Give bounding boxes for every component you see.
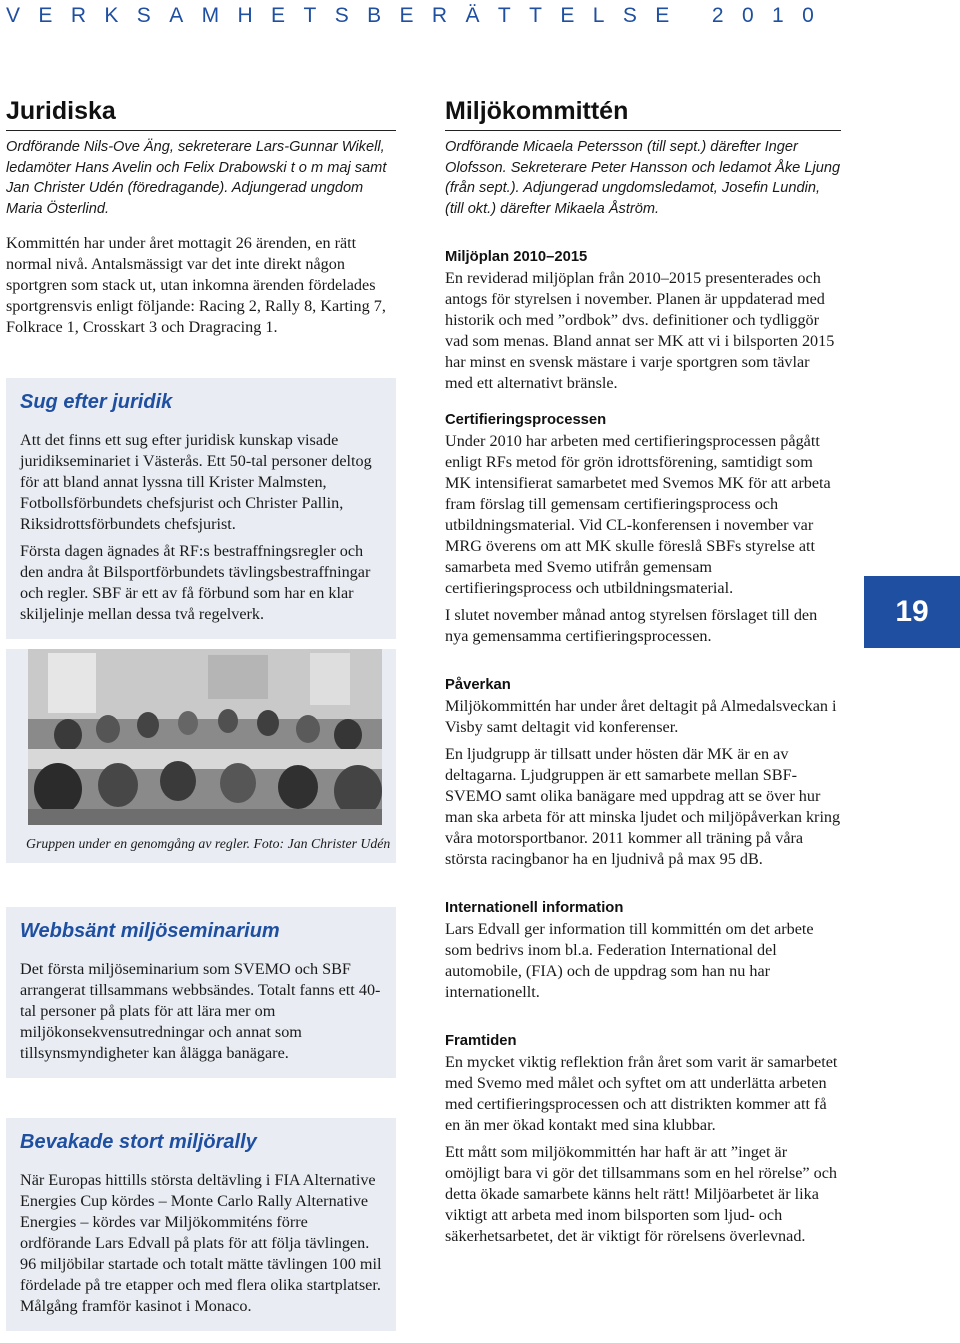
bevakade-box bbox=[6, 1118, 396, 1331]
running-header: VERKSAMHETSBERÄTTELSE 2010 bbox=[6, 4, 833, 27]
miljo-title: Miljökommittén bbox=[445, 97, 629, 125]
webb-box-body: Det första miljöseminarium som SVEMO och SBF arrangerat tillsammans webbsändes. Totalt fanns ett 40-tal personer på plats för att lära mer om miljökonsekvensutredningar och annat som tillsynsmyndigheter kan ålägga banägare. bbox=[20, 960, 381, 1062]
bevakade-box-title: Bevakade stort miljörally bbox=[20, 1131, 257, 1153]
sug-box-paragraph-2: Första dagen ägnades åt RF:s bestraffningsregler och den andra åt Bilsportförbundets tävlingsbestraffningar och regler. SBF är ett av få förbund som har en klar skiljelinje mellan dessa två regelverk. bbox=[20, 542, 371, 623]
photo-caption: Gruppen under en genomgång av regler. Foto: Jan Christer Udén bbox=[26, 836, 391, 851]
miljo-section bbox=[445, 898, 841, 1003]
section-paragraph: En mycket viktig reflektion från året som varit är samarbetet med Svemo med målet och syftet om att underlätta arbeten med certifieringsprocessen och att distrikten kommer att få en än mer ökad kontakt med sina klubbar. bbox=[445, 1053, 838, 1134]
webbsant-box bbox=[6, 907, 396, 1078]
sug-efter-juridik-box bbox=[6, 378, 396, 639]
sug-box-title: Sug efter juridik bbox=[20, 391, 173, 413]
seminar-photo bbox=[28, 649, 382, 825]
section-paragraph: Lars Edvall ger information till kommittén om det arbete som bedrivs inom bl.a. Federation International del automobile, (FIA) och de uppdrag som han nu har internationellt. bbox=[445, 920, 814, 1001]
juridiska-members: Ordförande Nils-Ove Äng, sekreterare Lars-Gunnar Wikell, ledamöter Hans Avelin och Felix Drabowski t o m maj samt Jan Christer Udén (föredragande). Adjungerad ungdom Maria Österlind. bbox=[6, 139, 387, 217]
section-paragraph: I slutet november månad antog styrelsen förslaget till den nya gemensamma certifieringsprocessen. bbox=[445, 606, 818, 645]
miljo-section bbox=[445, 1031, 841, 1247]
photo-frame bbox=[6, 649, 396, 863]
miljo-members: Ordförande Micaela Petersson (till sept.) därefter Inger Olofsson. Sekreterare Peter Hansson och ledamot Åke Ljung (från sept.). Adjungerad ungdomsledamot, Josefin Lundin, (till okt.) därefter Mikaela Åström. bbox=[445, 139, 841, 217]
miljo-section bbox=[445, 675, 841, 870]
sug-box-paragraph-1: Att det finns ett sug efter juridisk kunskap visade juridikseminariet i Västerås. Ett 50-tal personer deltog för att bland annat lyssna till Krister Malmsten, Fotbollsförbundets chefsjurist och Christer Pallin, Riksidrottsförbundets chefsjurist. bbox=[20, 431, 372, 533]
juridiska-title: Juridiska bbox=[6, 97, 116, 125]
title-rule bbox=[6, 130, 396, 131]
section-paragraph: Under 2010 har arbeten med certifieringsprocessen pågått enligt RFs metod för grön idrottsförening, samtidigt som MK intensifierat samarbetet med Svemos MK för att arbeta fram förslag till gemensam certifieringsprocess och utbildningsmaterial. Vid CL-konferensen i november var MRG överens om att MK skulle föreslå SBFs styrelse att samarbeta med Svemo utifrån gemensam certifieringsprocess och utbildningsmaterial. bbox=[445, 432, 831, 597]
section-heading: Certifieringsprocessen bbox=[445, 412, 607, 428]
section-heading: Påverkan bbox=[445, 677, 511, 693]
page-number: 19 bbox=[864, 576, 960, 648]
right-column bbox=[445, 96, 841, 1247]
section-paragraph: En reviderad miljöplan från 2010–2015 presenterades och antogs för styrelsen i november. Planen är uppdaterad med historik och med ”ordbok” dvs. definitioner och tydliggör vad som menas. Bland annat ser MK att vi i bilsporten 2015 har minst en svensk mästare i varje sportgren som tävlar med ett alternativt bränsle. bbox=[445, 269, 835, 392]
section-heading: Miljöplan 2010–2015 bbox=[445, 249, 588, 265]
section-paragraph: Ett mått som miljökommittén har haft är att ”inget är omöjligt bara vi gör det tillsammans som en hel rörelse” och detta ökade samarbete känns helt rätt! Miljöarbetet är lika viktigt att arbeta med inom bilsporten som ljud- och säkerhetsarbetet, det är viktigt för rörelsens överlevnad. bbox=[445, 1143, 838, 1245]
miljo-sections bbox=[445, 247, 841, 1247]
section-paragraph: En ljudgrupp är tillsatt under hösten där MK är en av deltagarna. Ljudgruppen är ett samarbete mellan SBF-SVEMO samt olika banägare med uppdrag att se över hur man ska arbeta för att minska ljudet och miljöpåverkan kring våra motorsportbanor. 2011 kommer all träning på våra största racingbanor ha en ljudnivå på max 95 dB. bbox=[445, 745, 841, 868]
juridiska-body: Kommittén har under året mottagit 26 ärenden, en rätt normal nivå. Antalsmässigt var det inte direkt någon sportgren som stack ut, utan inkomna ärenden fördelades sportgrensvis enligt följande: Racing 2, Rally 8, Karting 7, Folkrace 1, Crosskart 3 och Dragracing 1. bbox=[6, 234, 386, 336]
miljo-section bbox=[445, 247, 841, 394]
miljo-title-rule bbox=[445, 130, 841, 131]
section-heading: Framtiden bbox=[445, 1033, 517, 1049]
miljo-section bbox=[445, 410, 841, 647]
left-column bbox=[6, 96, 396, 1331]
section-paragraph: Miljökommittén har under året deltagit på Almedalsveckan i Visby samt deltagit vid konferenser. bbox=[445, 697, 837, 736]
section-heading: Internationell information bbox=[445, 900, 624, 916]
bevakade-box-body: När Europas hittills största deltävling i FIA Alternative Energies Cup kördes – Monte Carlo Rally Alternative Energies – kördes var Miljökommiténs förre ordförande Lars Edvall på plats för att följa tävlingen. 96 miljöbilar startade och totalt mätte tävlingen 100 mil fördelade på tre etapper och med flera olika startplatser. Målgång framför kasinot i Monaco. bbox=[20, 1171, 382, 1315]
webb-box-title: Webbsänt miljöseminarium bbox=[20, 920, 280, 942]
